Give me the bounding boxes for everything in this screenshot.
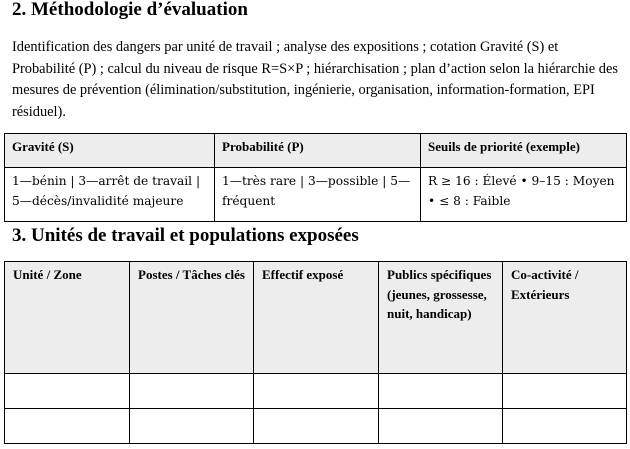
unit-zone-cell[interactable] [5,409,130,444]
header-specific-publics: Publics spécifiques (jeunes, grossesse, nuit, handicap) [379,262,503,374]
work-units-table [4,261,627,444]
unit-zone-cell[interactable] [5,374,130,409]
key-tasks-cell[interactable] [130,409,254,444]
table-row [5,374,627,409]
header-key-tasks: Postes / Tâches clés [130,262,254,374]
header-probability: Probabilité (P) [215,134,421,168]
header-co-activity: Co-activité / Extérieurs [503,262,627,374]
header-gravity: Gravité (S) [5,134,215,168]
header-priority-thresholds: Seuils de priorité (exemple) [421,134,627,168]
header-unit-zone: Unité / Zone [5,262,130,374]
section-3-heading: 3. Unités de travail et populations exposées [12,225,359,246]
rating-scale-table [4,133,627,222]
section-2-heading: 2. Méthodologie d’évaluation [12,0,248,20]
probability-scale-cell[interactable]: 1—très rare | 3—possible | 5—fréquent [215,168,421,222]
table-header-row [5,134,627,168]
header-exposed-headcount: Effectif exposé [254,262,379,374]
specific-publics-cell[interactable] [379,409,503,444]
gravity-scale-cell[interactable]: 1—bénin | 3—arrêt de travail | 5—décès/invalidité majeure [5,168,215,222]
table-row [5,168,627,222]
key-tasks-cell[interactable] [130,374,254,409]
specific-publics-cell[interactable] [379,374,503,409]
exposed-headcount-cell[interactable] [254,409,379,444]
table-row [5,409,627,444]
methodology-paragraph: Identification des dangers par unité de travail ; analyse des expositions ; cotation Gravité (S) et Probabilité (P) ; calcul du niveau de risque R=S×P ; hiérarchisation ; plan d’action selon la hiérarchie des mesures de prévention (élimination/substitution, ingénierie, organisation, information-formation, EPI résiduel). [12,39,618,120]
priority-thresholds-cell[interactable]: R ≥ 16 : Élevé • 9–15 : Moyen • ≤ 8 : Faible [421,168,627,222]
co-activity-cell[interactable] [503,409,627,444]
co-activity-cell[interactable] [503,374,627,409]
table-header-row [5,262,627,374]
exposed-headcount-cell[interactable] [254,374,379,409]
